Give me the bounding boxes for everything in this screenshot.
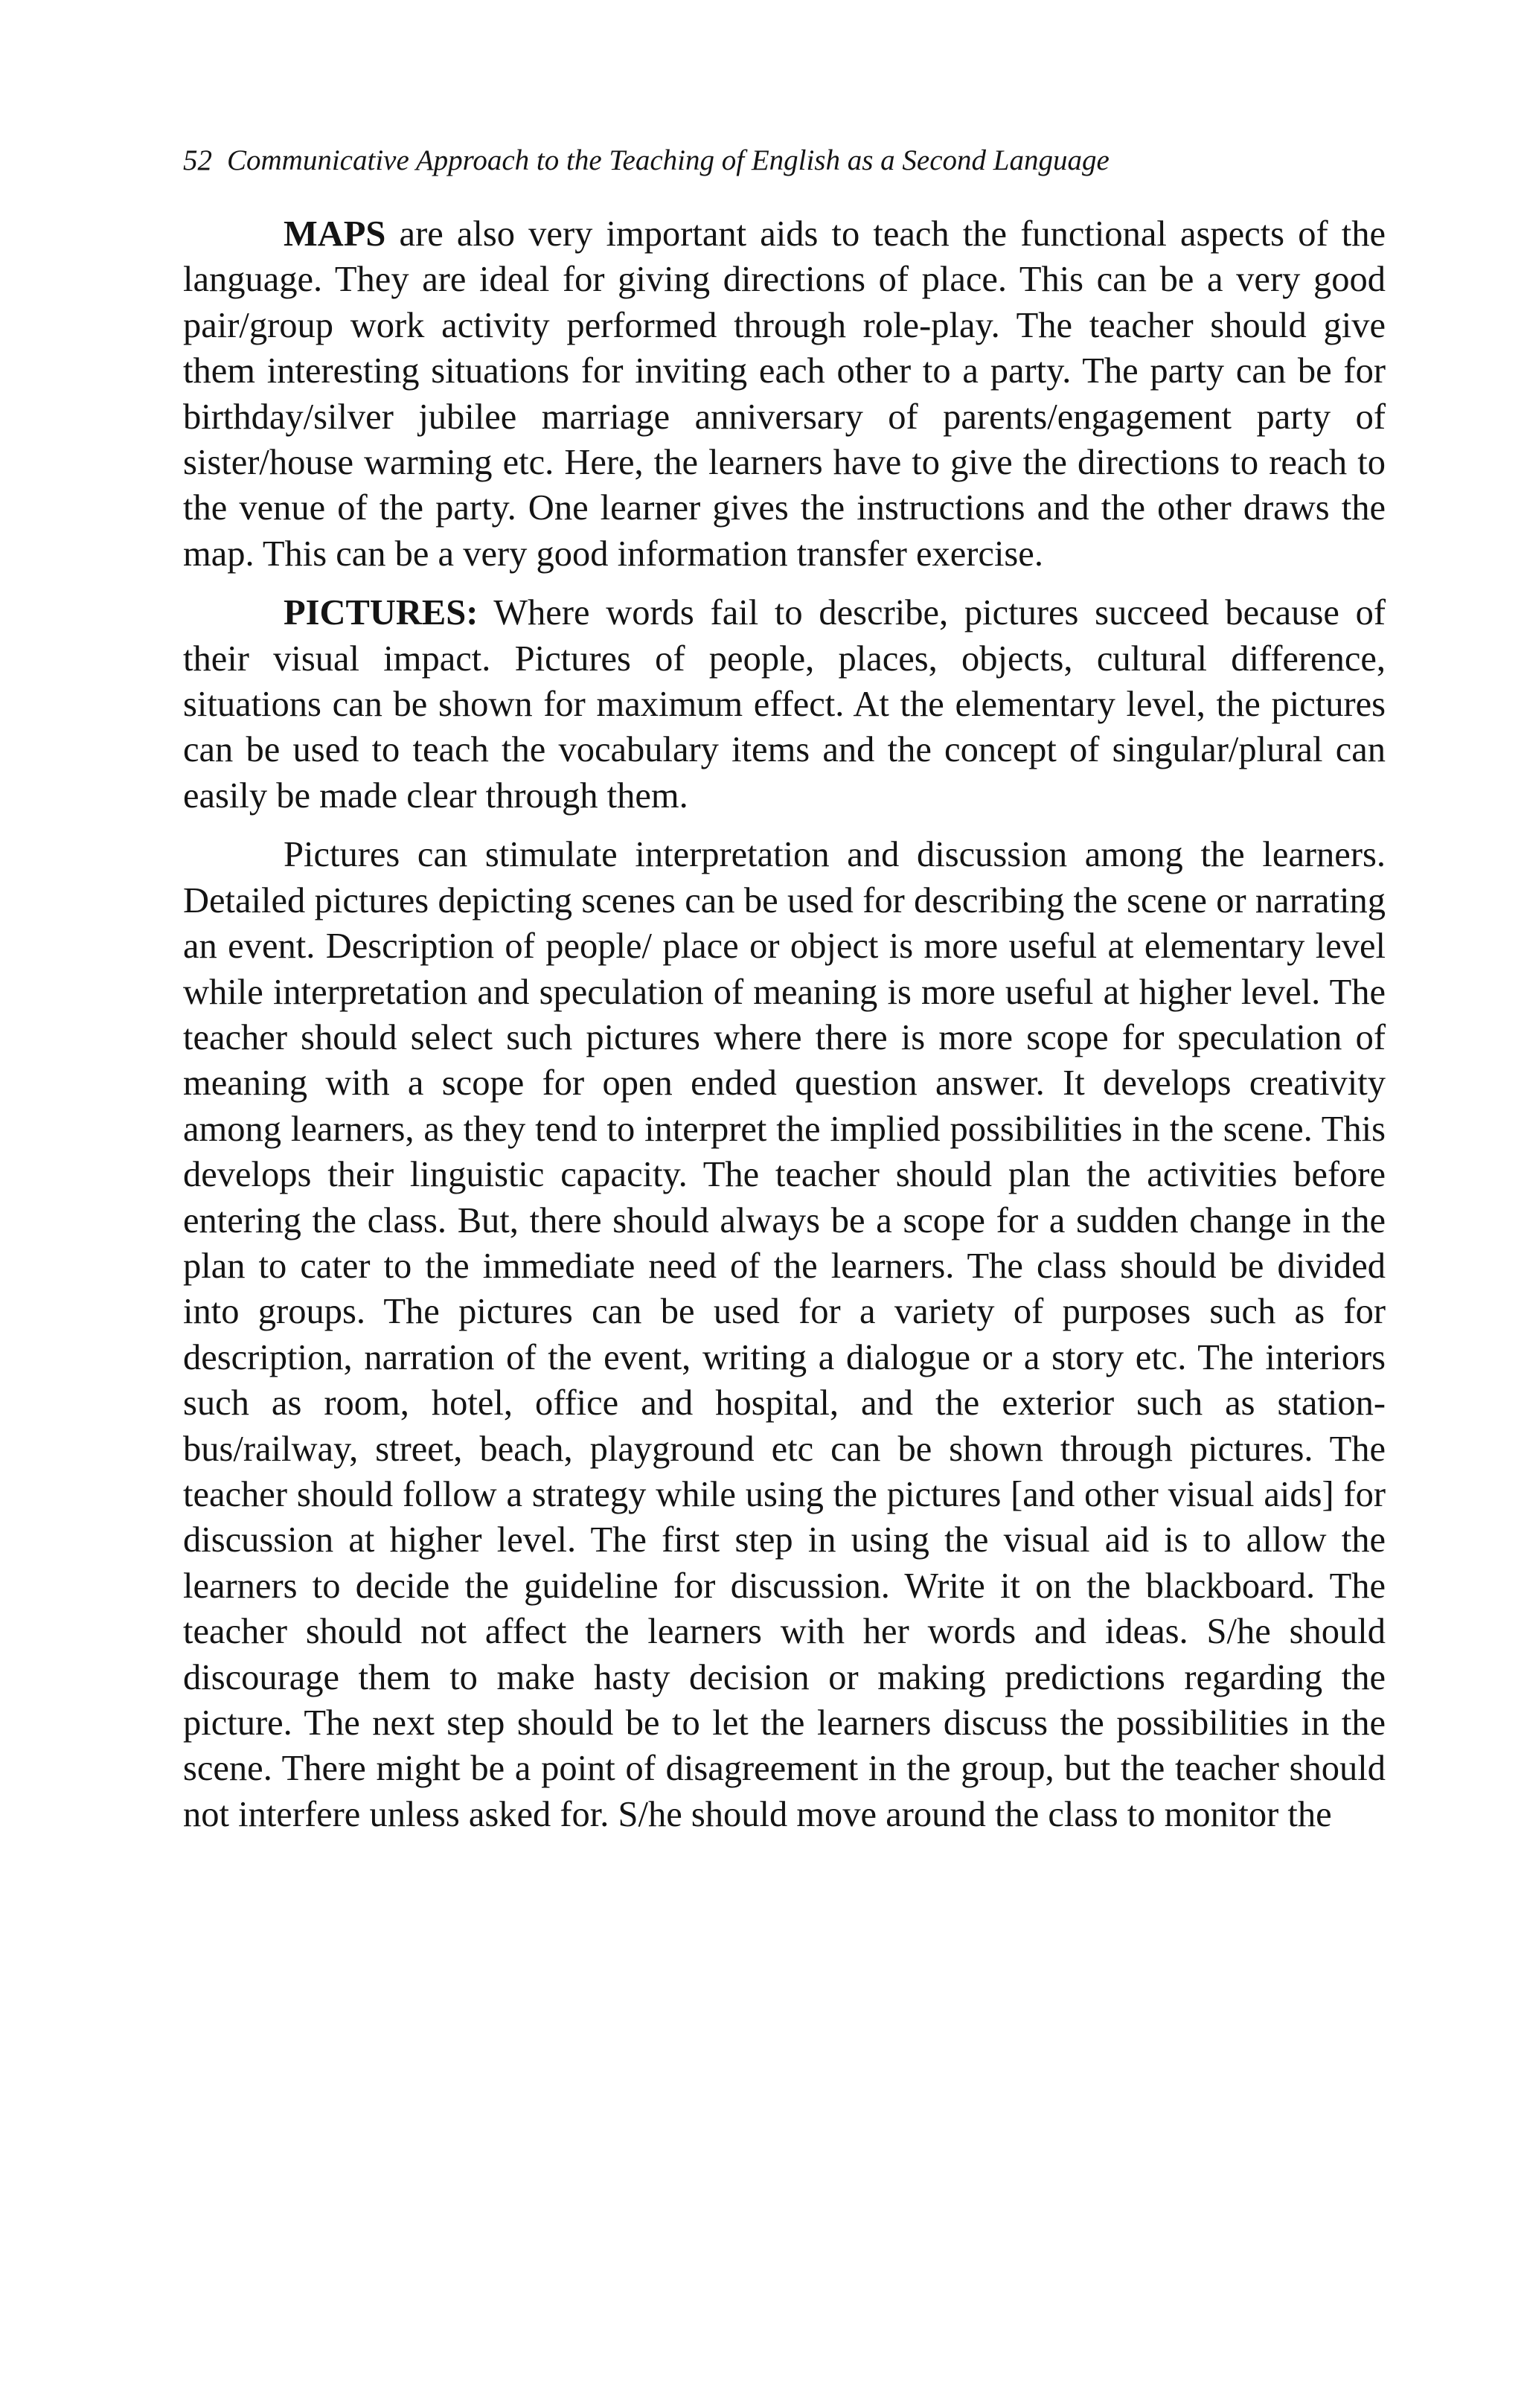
book-page xyxy=(183,141,1386,1837)
discussion-body-text: Pictures can stimulate interpretation and discussion among the learners. Detailed pictures depicting scenes can be used for describing the scene or narrating an event. Description of people/ place or object is more useful at elementary level while interpretation and speculation of meaning is more useful at higher level. The teacher should select such pictures where there is more scope for speculation of meaning with a scope for open ended question answer. It develops creativity among learners, as they tend to interpret the implied possibilities in the scene. This develops their linguistic capacity. The teacher should plan the activities before entering the class. But, there should always be a scope for a sudden change in the plan to cater to the immediate need of the learners. The class should be divided into groups. The pictures can be used for a variety of purposes such as for description, narration of the event, writing a dialogue or a story etc. The interiors such as room, hotel, office and hospital, and the exterior such as station-bus/railway, street, beach, playground etc can be shown through pictures. The teacher should follow a strategy while using the pictures [and other visual aids] for discussion at higher level. The first step in using the visual aid is to allow the learners to decide the guideline for discussion. Write it on the blackboard. The teacher should not affect the learners with her words and ideas. S/he should discourage them to make hasty decision or making predictions regarding the picture. The next step should be to let the learners discuss the possibilities in the scene. There might be a point of disagreement in the group, but the teacher should not interfere unless asked for. S/he should move around the class to monitor the xyxy=(183,835,1386,1834)
maps-heading: MAPS xyxy=(284,214,386,254)
maps-body-text: are also very important aids to teach the functional aspects of the language. They are ideal for giving directions of place. This can be a very good pair/group work activity performed through role-play. The teacher should give them interesting situations for inviting each other to a party. The party can be for birthday/silver jubilee marriage anniversary of parents/engagement party of sister/house warming etc. Here, the learners have to give the directions to reach to the venue of the party. One learner gives the instructions and the other draws the map. This can be a very good information transfer exercise. xyxy=(183,214,1386,574)
running-head xyxy=(183,141,1386,180)
pictures-heading: PICTURES: xyxy=(284,593,478,633)
running-title: Communicative Approach to the Teaching of English as a Second Language xyxy=(227,144,1110,176)
paragraph-pictures xyxy=(183,590,1386,819)
paragraph-maps xyxy=(183,211,1386,577)
pictures-body-text: Where words fail to describe, pictures succeed because of their visual impact. Pictures of people, places, objects, cultural difference, situations can be shown for maximum effect. At the elementary level, the pictures can be used to teach the vocabulary items and the concept of singular/plural can easily be made clear through them. xyxy=(183,593,1386,816)
paragraph-pictures-discussion xyxy=(183,832,1386,1837)
page-number: 52 xyxy=(183,144,212,176)
